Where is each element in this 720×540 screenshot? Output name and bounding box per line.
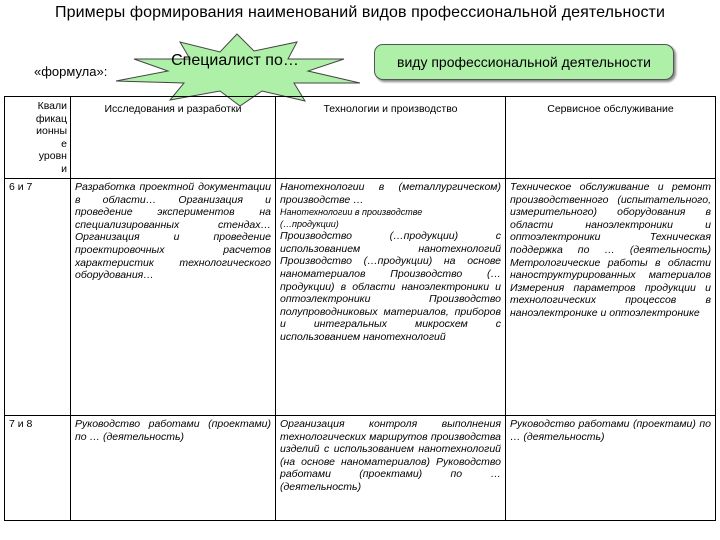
production-text: Нанотехнологии в (металлургическом) производстве … [280,181,501,206]
service-cell: Руководство работами (проектами) по … (деятельность) [506,416,716,521]
production-cell [276,179,506,416]
qualification-header [5,97,71,179]
table-row [5,179,716,416]
column-header-production: Технологии и производство [276,97,506,179]
production-small-text: (…продукции) [280,219,339,230]
research-cell: Руководство работами (проектами) по … (деятельность) [71,416,276,521]
column-header-research: Исследования и разработки [71,97,276,179]
service-cell: Техническое обслуживание и ремонт производственного (испытательного, измерительного) оборудования в области наноэлектроники и оптоэлектроники Техническая поддержка по … (деятельность) Метрологические работы в области наноструктурированных материалов Измерения параметров продукции и технологических процессов в наноэлектронике и оптоэлектронике [506,179,716,416]
qualification-line: ионны [36,125,67,137]
column-header-service: Сервисное обслуживание [506,97,716,179]
research-cell: Разработка проектной документации в области… Организация и проведение экспериментов на специализированных стендах… Организация и проведение проектировочных расчетов характеристик технологического оборудования… [71,179,276,416]
page-title: Примеры формирования наименований видов профессиональной деятельности [54,4,666,21]
qualification-line: уровн [38,150,67,162]
production-small-text: Нанотехнологии в производстве [280,207,423,218]
activity-box [374,44,674,80]
specialist-label: Специалист по… [171,52,299,69]
activities-table [4,96,716,521]
formula-label: «формула»: [34,64,108,79]
qualification-line: фикац [35,112,67,125]
activity-label: виду профессиональной деятельности [397,54,651,70]
qualification-line: и [61,162,67,175]
level-cell: 6 и 7 [5,179,71,416]
qualification-line: е [61,137,67,150]
production-text: Производство (…продукции) с использованием нанотехнологий Производство (…продукции) на основе наноматериалов Производство (…продукции) в области наноэлектроники и оптоэлектроники Производство полупроводниковых материалов, приборов и интегральных микросхем с использованием нанотехнологий [280,230,501,343]
production-cell: Организация контроля выполнения технологических маршрутов производства изделий с использованием нанотехнологий (на основе наноматериалов) Руководство работами (проектами) по … (деятельность) [276,416,506,521]
level-cell: 7 и 8 [5,416,71,521]
table-header-row [5,97,716,179]
table-row [5,416,716,521]
qualification-line: Квали [37,100,67,112]
